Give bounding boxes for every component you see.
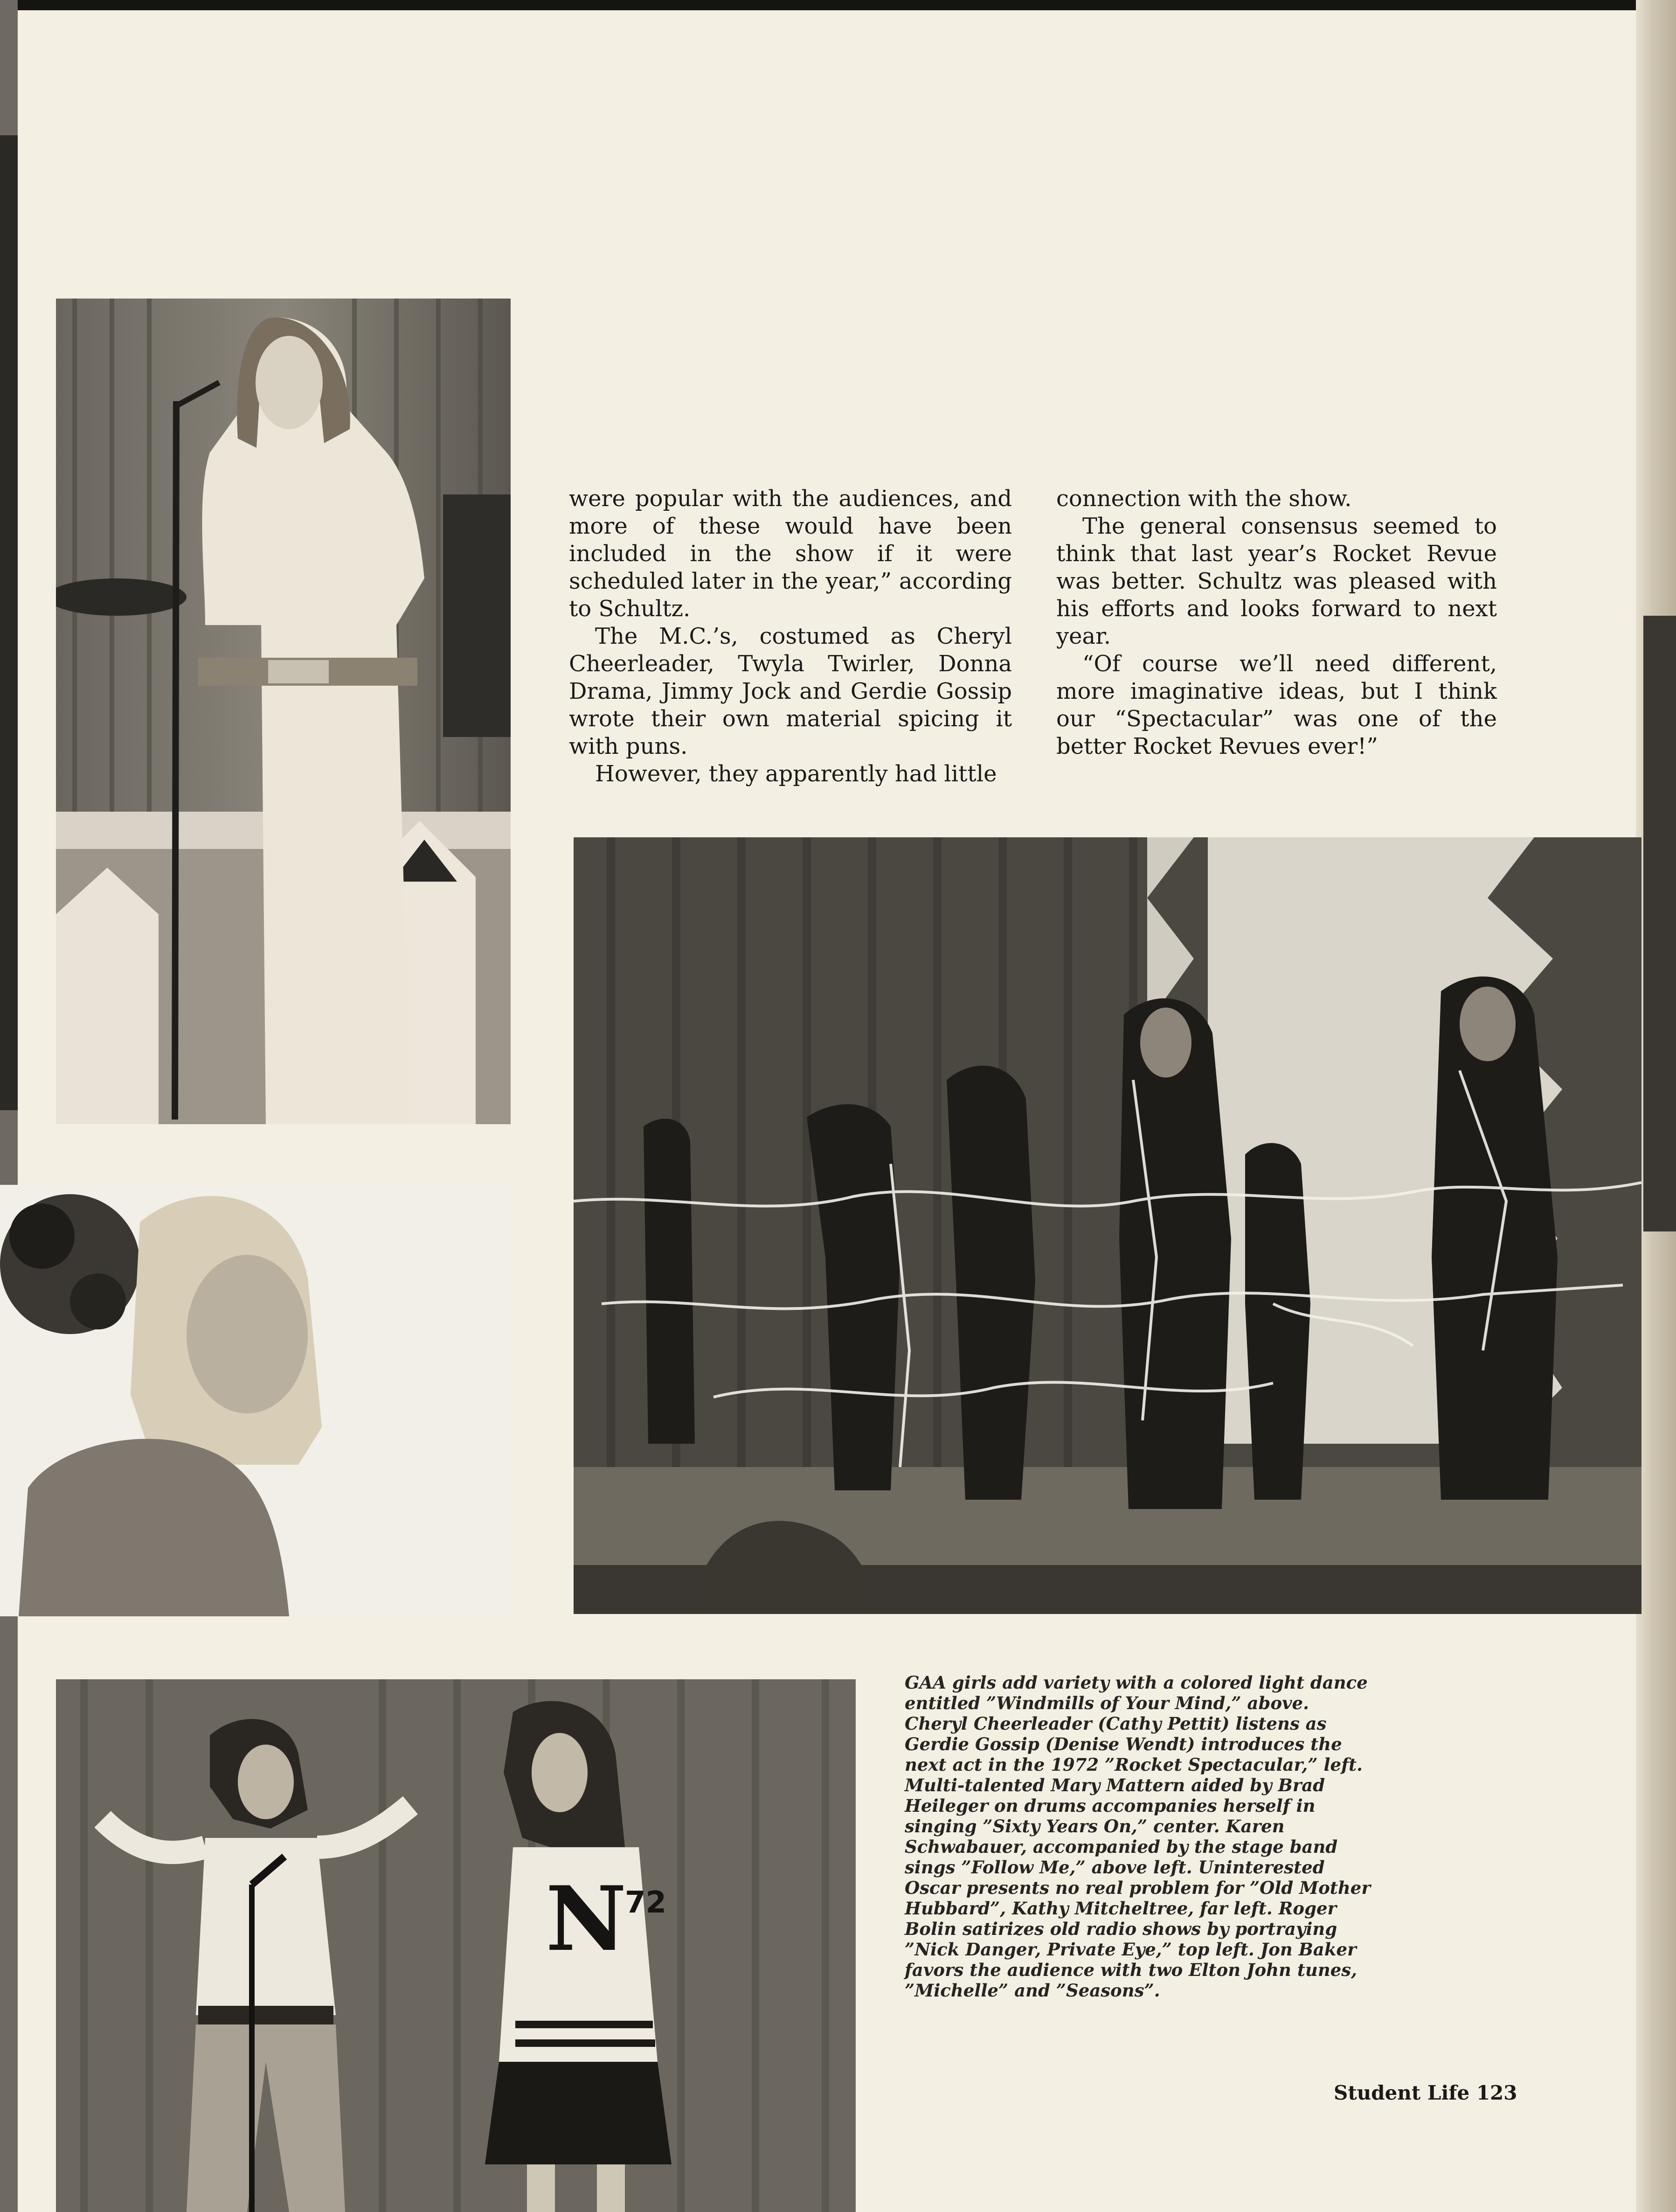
article-paragraph: were popular with the audiences, and more of these would have been included in the show if it were scheduled later in the year,” according to Schultz.	[569, 486, 1012, 622]
article-paragraph: The general consensus seemed to think that last year’s Rocket Revue was better. Schultz was pleased with his efforts and looks forward to next year.	[1056, 513, 1497, 649]
photo-gerdie-gossip	[0, 1185, 511, 1616]
page-left-shadow	[0, 135, 18, 1110]
sweater-number: 72	[625, 1885, 667, 1920]
article-column-right	[1056, 485, 1497, 760]
page-right-shadow	[1643, 616, 1676, 1231]
article-column-left	[569, 485, 1012, 788]
photo-light-dance	[574, 837, 1641, 1614]
page-number: 123	[1476, 2081, 1517, 2104]
article-paragraph: The M.C.’s, costumed as Cheryl Cheerleader, Twyla Twirler, Donna Drama, Jimmy Jock and Gerdie Gossip wrote their own material spicing it with puns.	[569, 623, 1012, 759]
section-name: Student Life	[1334, 2081, 1470, 2104]
article-paragraph: connection with the show.	[1056, 486, 1352, 512]
photo-caption: GAA girls add variety with a colored light dance entitled ”Windmills of Your Mind,” above. Cheryl Cheerleader (Cathy Pettit) listens as Gerdie Gossip (Denise Wendt) introduces the next act in the 1972 ”Rocket Spectacular,” left. Multi-talented Mary Mattern aided by Brad Heileger on drums accompanies herself in singing ”Sixty Years On,” center. Karen Schwabauer, accompanied by the stage band sings ”Follow Me,” above left. Uninterested Oscar presents no real problem for ”Old Mother Hubbard”, Kathy Mitcheltree, far left. Roger Bolin satirizes old radio shows by portraying ”Nick Danger, Private Eye,” top left. Jon Baker favors the audience with two Elton John tunes, ”Michelle” and ”Seasons”.	[905, 1672, 1371, 2001]
sweater-letter: N	[546, 1867, 627, 1971]
photo-mc-duo	[56, 1679, 856, 2212]
page-top-edge	[0, 0, 1676, 10]
article-paragraph: “Of course we’ll need different, more imaginative ideas, but I think our “Spectacular” was one of the better Rocket Revues ever!”	[1056, 651, 1497, 759]
photo-singer	[56, 299, 511, 1124]
article-paragraph: However, they apparently had little	[595, 761, 997, 787]
page-folio	[1334, 2081, 1517, 2104]
